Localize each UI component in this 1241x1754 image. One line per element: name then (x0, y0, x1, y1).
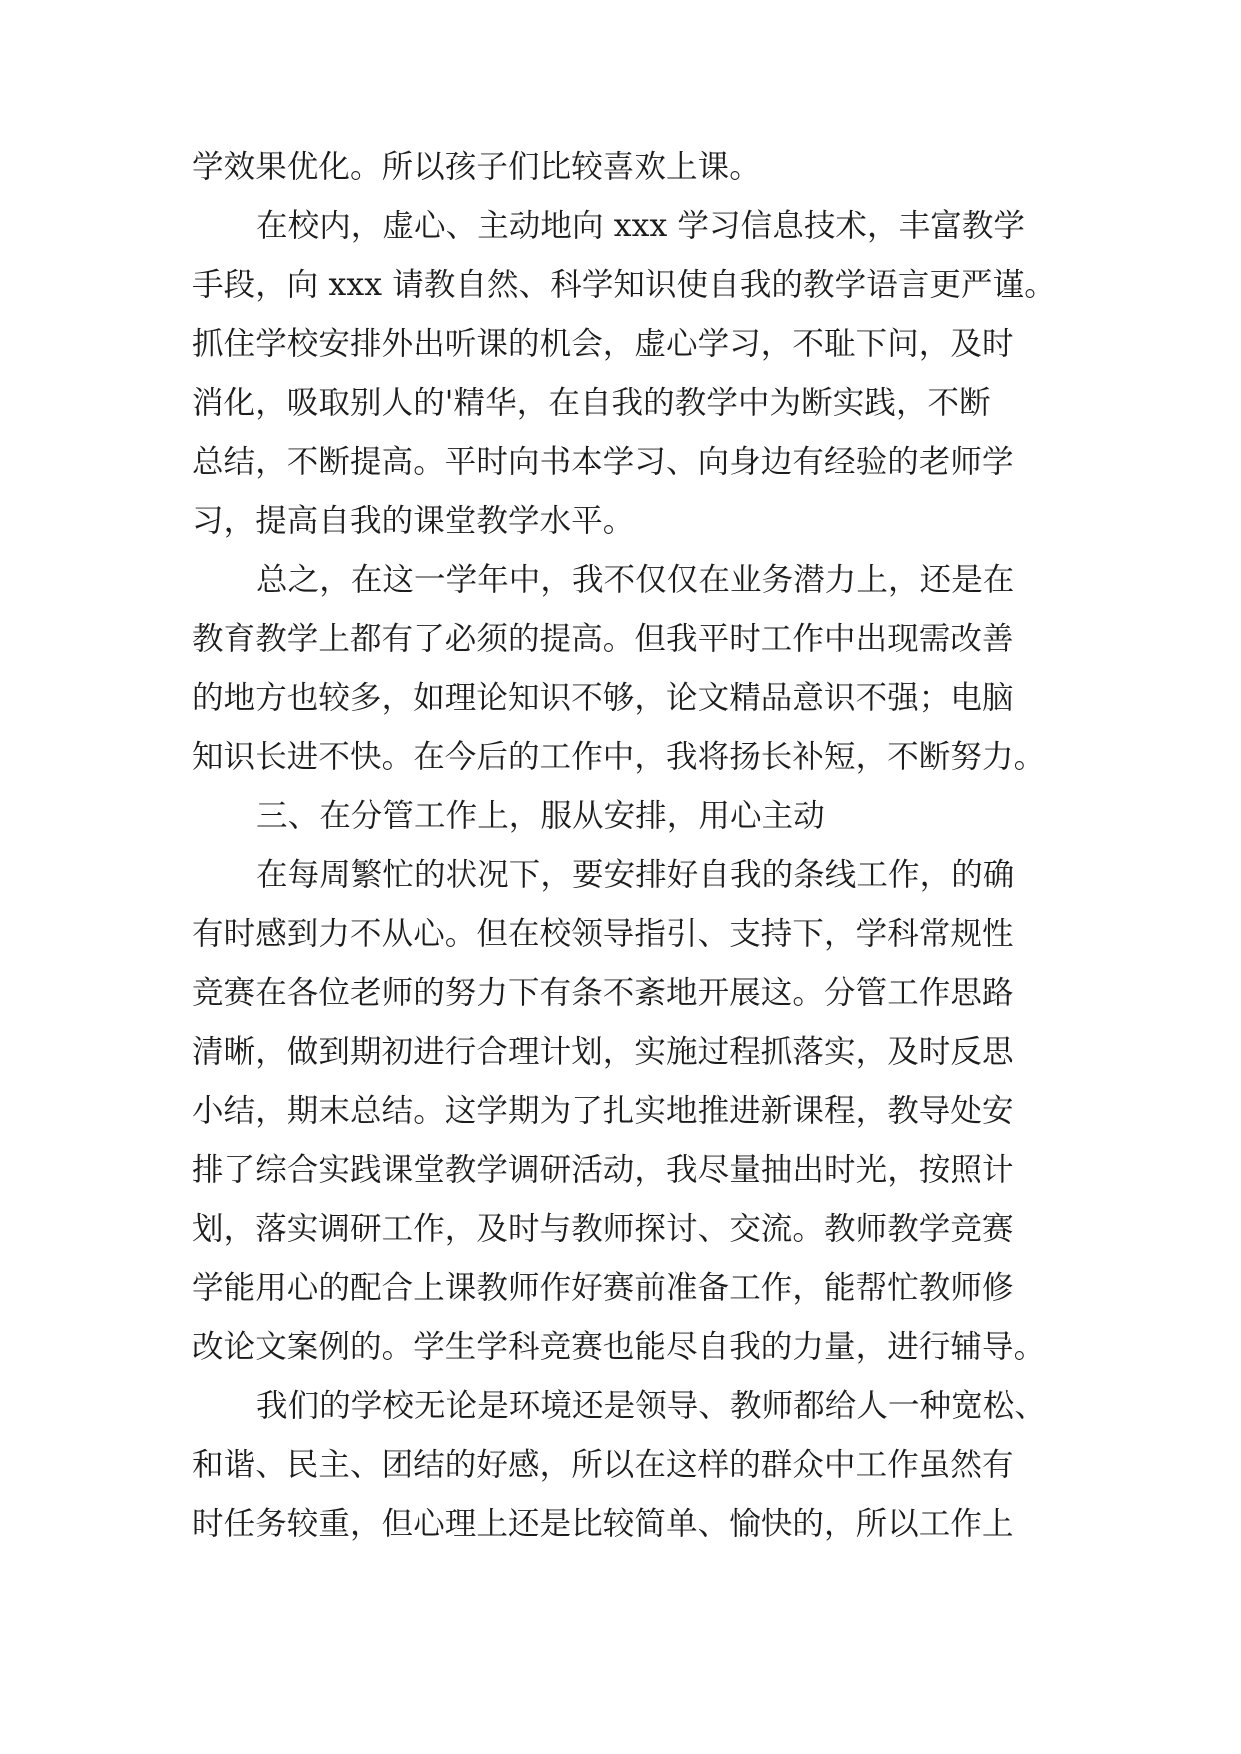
text-line-19: 划，落实调研工作，及时与教师探讨、交流。教师教学竞赛 (192, 1211, 1014, 1247)
text-line-23: 和谐、民主、团结的好感，所以在这样的群众中工作虽然有 (192, 1447, 1014, 1483)
text-line-3: 手段，向 xxx 请教自然、科学知识使自我的教学语言更严谨。 (192, 267, 1056, 303)
text-line-17: 小结，期末总结。这学期为了扎实地推进新课程，教导处安 (192, 1093, 1014, 1129)
text-line-5: 消化，吸取别人的'精华，在自我的教学中为断实践，不断 (192, 385, 991, 421)
text-line-9: 教育教学上都有了必须的提高。但我平时工作中出现需改善 (192, 621, 1014, 657)
text-line-1: 学效果优化。所以孩子们比较喜欢上课。 (192, 149, 761, 185)
text-line-7: 习，提高自我的课堂教学水平。 (192, 503, 635, 539)
text-line-15: 竞赛在各位老师的努力下有条不紊地开展这。分管工作思路 (192, 975, 1014, 1011)
text-line-24: 时任务较重，但心理上还是比较简单、愉快的，所以工作上 (192, 1506, 1014, 1542)
text-line-20: 学能用心的配合上课教师作好赛前准备工作，能帮忙教师修 (192, 1270, 1014, 1306)
text-line-11: 知识长进不快。在今后的工作中，我将扬长补短，不断努力。 (192, 739, 1046, 775)
text-line-10: 的地方也较多，如理论知识不够，论文精品意识不强；电脑 (192, 680, 1014, 716)
text-line-4: 抓住学校安排外出听课的机会，虚心学习，不耻下问，及时 (192, 326, 1014, 362)
paragraph-start-line-13: 在每周繁忙的状况下，要安排好自我的条线工作，的确 (256, 857, 1015, 893)
paragraph-start-line-2: 在校内，虚心、主动地向 xxx 学习信息技术，丰富教学 (256, 208, 1026, 244)
paragraph-start-line-8: 总之，在这一学年中，我不仅仅在业务潜力上，还是在 (256, 562, 1015, 598)
section-heading: 三、在分管工作上，服从安排，用心主动 (256, 798, 825, 834)
text-line-21: 改论文案例的。学生学科竞赛也能尽自我的力量，进行辅导。 (192, 1329, 1046, 1365)
text-line-14: 有时感到力不从心。但在校领导指引、支持下，学科常规性 (192, 916, 1014, 952)
text-line-6: 总结，不断提高。平时向书本学习、向身边有经验的老师学 (192, 444, 1014, 480)
text-line-16: 清晰，做到期初进行合理计划，实施过程抓落实，及时反思 (192, 1034, 1014, 1070)
text-line-18: 排了综合实践课堂教学调研活动，我尽量抽出时光，按照计 (192, 1152, 1014, 1188)
paragraph-start-line-22: 我们的学校无论是环境还是领导、教师都给人一种宽松、 (256, 1388, 1047, 1424)
